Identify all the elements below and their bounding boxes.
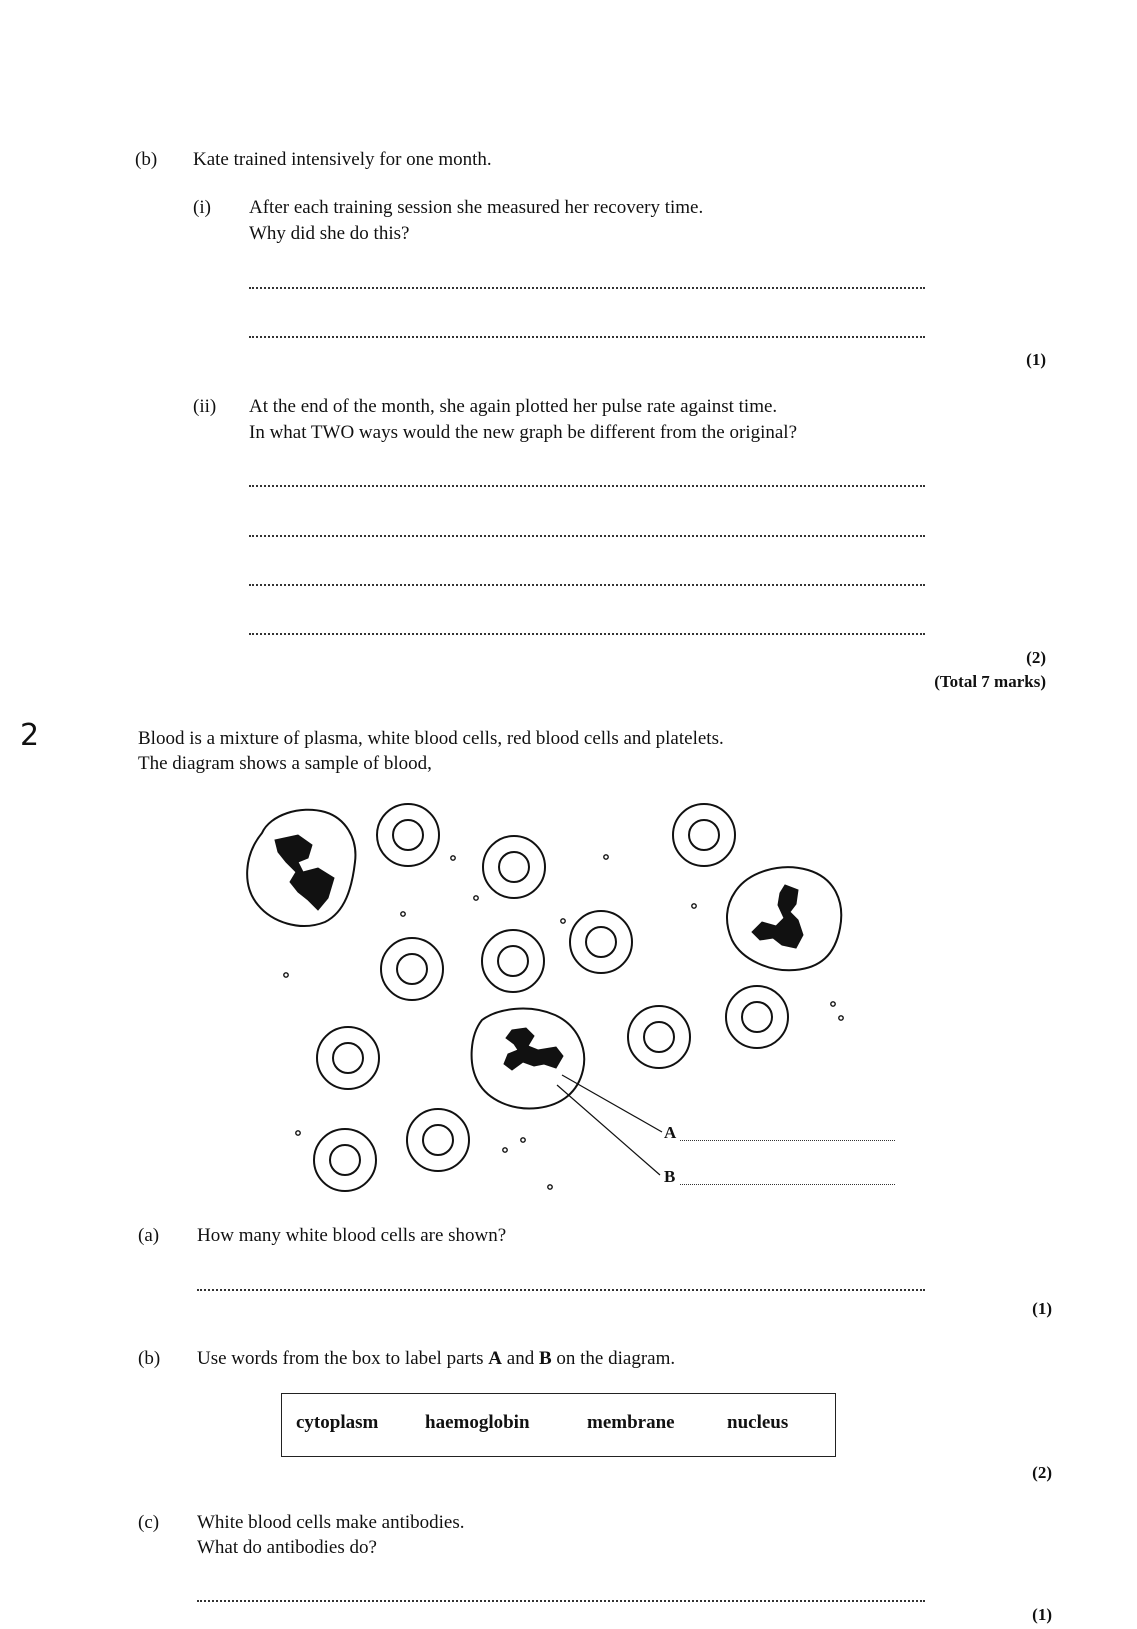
nucleus (275, 835, 334, 910)
q2b-mark: (2) (1032, 1463, 1052, 1482)
q1b-i-line2: Why did she do this? (249, 223, 410, 244)
q1b-ii-line2: In what TWO ways would the new graph be different from the original? (249, 422, 798, 443)
red-blood-cell (628, 1006, 690, 1068)
q2c-line2: What do antibodies do? (197, 1537, 377, 1558)
red-blood-cell (381, 938, 443, 1000)
q2c-label: (c) (138, 1512, 160, 1533)
question-number: 2 (20, 718, 40, 753)
red-blood-cell (317, 1027, 379, 1089)
diagram-label-a: A (664, 1123, 677, 1142)
nucleus (752, 885, 803, 948)
red-blood-cell (673, 804, 735, 866)
q2-intro-line1: Blood is a mixture of plasma, white blood cells, red blood cells and platelets. (138, 728, 724, 749)
q1b-ii-line1: At the end of the month, she again plotted her pulse rate against time. (249, 396, 778, 417)
red-blood-cell (482, 930, 544, 992)
answer-line[interactable] (197, 1600, 925, 1602)
q2b-text: Use words from the box to label parts A and B on the diagram. (197, 1348, 676, 1369)
q1b-ii-label: (ii) (193, 396, 217, 417)
word-option: haemoglobin (425, 1412, 530, 1433)
nucleus (504, 1028, 563, 1070)
red-blood-cell (483, 836, 545, 898)
leader-line-b (557, 1085, 660, 1175)
q1b-label: (b) (135, 149, 158, 170)
red-blood-cell (407, 1109, 469, 1171)
q1b-i-mark: (1) (1026, 350, 1046, 369)
q2b-label: (b) (138, 1348, 161, 1369)
red-blood-cell (570, 911, 632, 973)
q2a-mark: (1) (1032, 1299, 1052, 1318)
word-option: nucleus (727, 1412, 789, 1433)
red-blood-cell (726, 986, 788, 1048)
q1-total-marks: (Total 7 marks) (934, 672, 1046, 691)
red-blood-cell (377, 804, 439, 866)
diagram-label-b: B (664, 1167, 676, 1186)
label-a-answer-line[interactable] (680, 1140, 895, 1141)
q2a-label: (a) (138, 1225, 160, 1246)
label-b-answer-line[interactable] (680, 1184, 895, 1185)
red-blood-cell (314, 1129, 376, 1191)
word-box (281, 1393, 836, 1457)
q1b-i-label: (i) (193, 197, 211, 218)
leader-line-a (562, 1075, 662, 1132)
q1b-ii-mark: (2) (1026, 648, 1046, 667)
q1b-text: Kate trained intensively for one month. (193, 149, 492, 170)
q2-intro-line2: The diagram shows a sample of blood, (138, 753, 432, 774)
q2c-mark: (1) (1032, 1605, 1052, 1624)
word-option: membrane (587, 1412, 675, 1433)
q2c-line1: White blood cells make antibodies. (197, 1512, 465, 1533)
answer-line[interactable] (197, 1289, 925, 1291)
q2a-text: How many white blood cells are shown? (197, 1225, 507, 1246)
word-option: cytoplasm (296, 1412, 379, 1433)
q1b-i-line1: After each training session she measured her recovery time. (249, 197, 704, 218)
